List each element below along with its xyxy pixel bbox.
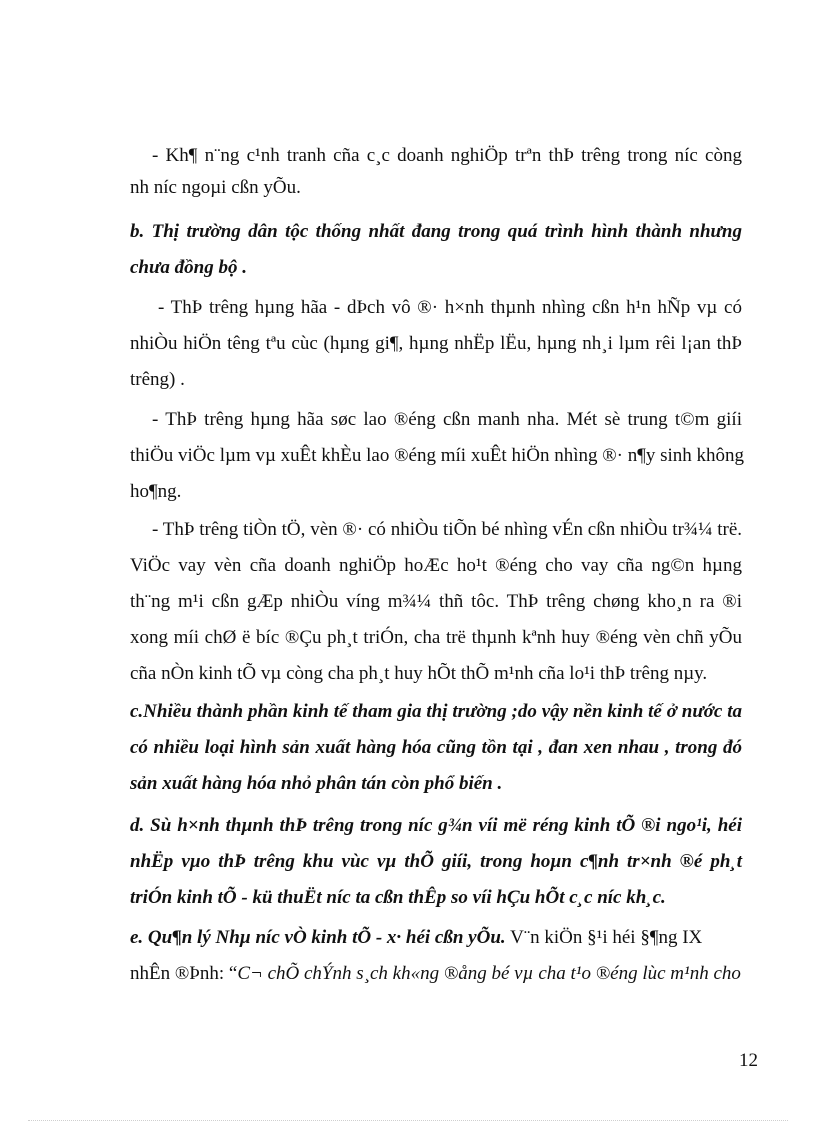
section-heading-d: d. Sù h×nh thµnh thÞ trêng trong níc g¾n víi më réng kinh tÕ ®i ngo¹i, héi — [130, 815, 742, 836]
text-line: th¨ng m¹i cßn gÆp nhiÒu víng m¾¼ thñ tôc. ThÞ trêng chøng kho¸n ra ®i — [130, 591, 742, 612]
text-line: ho¶ng. — [130, 481, 182, 502]
section-heading-d-cont: triÓn kinh tÕ - kü thuËt níc ta cßn thÊp so víi hÇu hÕt c¸c níc kh¸c. — [130, 887, 666, 908]
section-heading-e — [130, 926, 702, 950]
section-heading-b-cont: chưa đồng bộ . — [130, 257, 247, 278]
text-line: ViÖc vay vèn cña doanh nghiÖp hoÆc ho¹t ®éng cho vay cña ng©n hµng — [130, 555, 742, 576]
footer-divider — [28, 1120, 788, 1121]
text-line: nhiÒu hiÖn têng tªu cùc (hµng gi¶, hµng nhËp lËu, hµng nh¸i lµm rêi l¡an thÞ — [130, 333, 742, 354]
section-heading-c-cont: có nhiều loại hình sản xuất hàng hóa cũng tồn tại , đan xen nhau , trong đó — [130, 737, 742, 758]
bullet-line: - ThÞ trêng hµng hãa - dÞch vô ®· h×nh thµnh nhìng cßn h¹n hÑp vµ có — [158, 297, 742, 318]
bullet-line: - ThÞ trêng hµng hãa søc lao ®éng cßn manh nha. Mét sè trung t©m giíi — [152, 409, 742, 430]
page-number: 12 — [739, 1050, 758, 1071]
text-line: xong míi chØ ë bíc ®Çu ph¸t triÓn, cha trë thµnh kªnh huy ®éng vèn chñ yÕu — [130, 627, 742, 648]
section-heading-c: c.Nhiều thành phần kinh tế tham gia thị trường ;do vậy nền kinh tế ở nước ta — [130, 701, 742, 722]
text-line: nh níc ngoµi cßn yÕu. — [130, 177, 301, 198]
bullet-line: - ThÞ trêng tiÒn tÖ, vèn ®· có nhiÒu tiÕn bé nhìng vÉn cßn nhiÒu tr¾¼ trë. — [152, 519, 742, 540]
section-heading-c-cont: sản xuất hàng hóa nhỏ phân tán còn phổ biến . — [130, 773, 503, 794]
text-line: cña nÒn kinh tÕ vµ còng cha ph¸t huy hÕt thÕ m¹nh cña lo¹i thÞ trêng nµy. — [130, 663, 708, 684]
quote-lead: nhÊn ®Þnh: “ — [130, 963, 238, 984]
quote-line — [130, 962, 741, 986]
section-heading-e-text: V¨n kiÖn §¹i héi §¶ng IX — [510, 927, 703, 948]
section-heading-e-title: e. Qu¶n lý Nhµ níc vÒ kinh tÕ - x· héi cßn yÕu. — [130, 927, 506, 948]
text-line: trêng) . — [130, 369, 185, 390]
text-line: thiÖu viÖc lµm vµ xuÊt khÈu lao ®éng míi xuÊt hiÖn nhìng ®· n¶y sinh không — [130, 445, 745, 466]
bullet-line: - Kh¶ n¨ng c¹nh tranh cña c¸c doanh nghiÖp trªn thÞ trêng trong níc còng — [152, 145, 742, 166]
section-heading-b: b. Thị trường dân tộc thống nhất đang trong quá trình hình thành nhưng — [130, 221, 742, 242]
quote-text: C¬ chÕ chÝnh s¸ch kh«ng ®ång bé vµ cha t¹o ®éng lùc m¹nh cho — [237, 963, 741, 984]
section-heading-d-cont: nhËp vµo thÞ trêng khu vùc vµ thÕ giíi, trong hoµn c¶nh tr×nh ®é ph¸t — [130, 851, 742, 872]
